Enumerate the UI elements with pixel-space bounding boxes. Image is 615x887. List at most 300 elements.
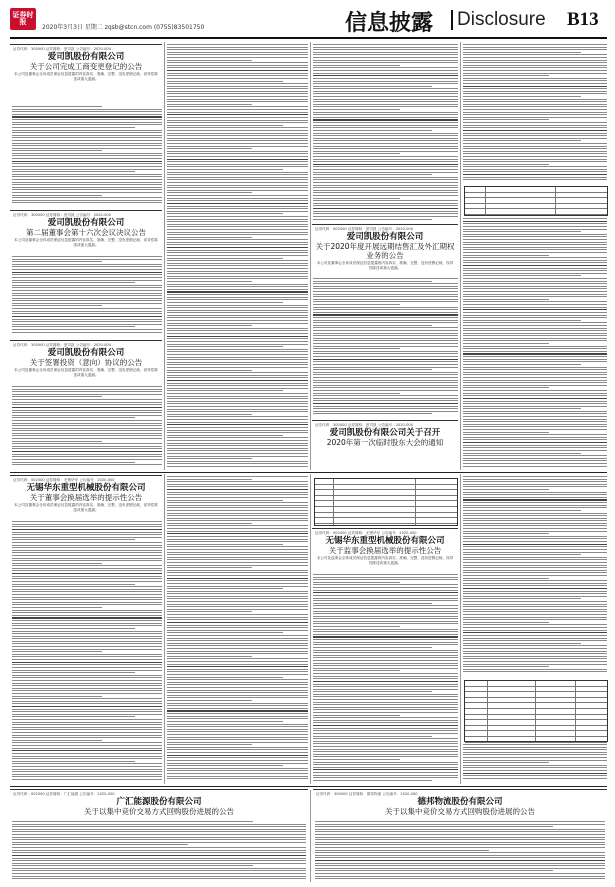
text-line [315,865,605,866]
text-line [167,770,308,771]
text-line [463,450,607,451]
text-line [463,49,607,50]
text-line [12,282,135,283]
text-line [313,338,458,339]
text-line [313,114,458,115]
text-line [463,273,607,274]
text-line [313,587,458,588]
text-line [463,744,607,745]
text-line [463,773,607,774]
text-line [167,435,283,436]
text-line [463,335,607,336]
text-line [463,536,607,537]
text-line [167,500,283,501]
text-line [12,685,162,686]
text-line [167,153,308,154]
text-line [167,310,308,311]
text-line [167,666,308,667]
text-line [167,648,308,649]
text-line [313,213,458,214]
text-line [12,529,162,530]
text-line [167,523,252,524]
text-line [12,326,135,327]
text-line [313,722,458,723]
text-line [12,654,162,655]
text-line [12,425,162,426]
text-line [167,317,308,318]
text-line [313,663,458,664]
text-line [313,159,458,160]
text-line [167,242,308,243]
article-company: 无锡华东重型机械股份有限公司 [325,536,445,546]
text-line [167,187,308,188]
text-line [167,396,308,397]
text-line [313,579,458,580]
text-line [313,281,432,282]
text-line [167,544,283,545]
text-line [167,81,283,82]
text-line [313,605,458,606]
text-line [12,680,162,681]
text-line [463,434,607,435]
text-line [167,179,308,180]
text-line [463,385,607,386]
text-line [463,518,607,519]
text-line [463,146,607,147]
text-line [12,122,162,123]
text-line [463,398,607,399]
text-line [167,120,308,121]
text-line [167,640,308,641]
text-line [167,330,308,331]
text-line [313,119,458,120]
text-line [463,604,607,605]
text-line [167,669,308,670]
text-line [12,550,162,551]
text-line [167,515,308,516]
masthead [0,0,615,40]
text-line [463,606,607,607]
text-line [313,393,400,394]
text-line [313,325,432,326]
text-line [463,236,607,237]
text-line [313,696,458,697]
text-line [313,764,458,765]
text-line [313,644,458,645]
text-line [463,301,607,302]
text-line [313,772,458,773]
text-line [313,689,458,690]
text-line [463,749,607,750]
text-line [463,669,607,670]
text-line [463,299,549,300]
text-line [167,284,308,285]
text-line [12,412,162,413]
text-line [313,743,458,744]
text-line [12,435,162,436]
text-line [12,446,162,447]
text-line [313,86,432,87]
article-meta: 证券代码：300000 证券简称：爱司凯 公告编号：2020-000 [315,423,413,427]
text-line [313,309,458,310]
text-line [167,440,308,441]
text-line [313,70,458,71]
text-line [313,736,432,737]
text-line [167,609,308,610]
text-line [12,415,162,416]
text-line [167,190,308,191]
text-line [167,388,308,389]
text-line [167,192,252,193]
text-line [463,309,607,310]
text-line [167,617,308,618]
text-line [12,821,253,822]
text-line [12,646,162,647]
text-line [12,438,162,439]
article-card [313,789,607,820]
text-line [167,695,308,696]
text-line [463,166,607,167]
text-line [12,850,306,851]
article-headline: 关于2020年度开展远期结售汇及外汇期权业务的公告 [315,242,455,260]
text-line [12,274,162,275]
text-line [12,545,162,546]
text-line [463,419,607,420]
text-line [167,161,308,162]
text-line [463,221,607,222]
text-line [463,408,581,409]
text-line [313,200,458,201]
text-line [12,664,162,665]
text-line [463,387,549,388]
text-line [313,174,432,175]
text-line [167,156,308,157]
text-line [167,700,252,701]
text-line [12,119,162,120]
text-line [167,443,308,444]
text-line [313,665,458,666]
text-line [463,575,607,576]
text-line [167,742,308,743]
text-line [463,265,607,266]
text-line [463,270,607,271]
text-line [167,93,308,94]
text-line [12,675,162,676]
text-line [463,476,607,477]
text-line [313,135,458,136]
text-line [167,172,308,173]
text-line [167,549,308,550]
text-line [167,383,308,384]
text-line [313,216,458,217]
text-line [463,765,607,766]
text-line [313,125,458,126]
article-card [10,340,162,385]
text-line [167,125,283,126]
article-company: 无锡华东重型机械股份有限公司 [26,483,146,493]
text-line [12,295,162,296]
text-line [167,497,308,498]
text-line [167,729,308,730]
text-line [12,521,162,522]
text-line [167,643,308,644]
text-line [12,459,162,460]
text-line [167,114,308,115]
text-line [12,769,162,770]
text-line [313,205,458,206]
text-line [463,151,607,152]
text-line [12,633,162,634]
text-line [167,294,308,295]
text-line [167,54,308,55]
text-line [12,732,162,733]
text-line [12,143,162,144]
text-line [167,281,252,282]
text-line [167,458,252,459]
text-line [313,361,458,362]
text-line [463,96,581,97]
text-line [463,174,607,175]
text-line [12,155,162,156]
text-line [12,532,162,533]
text-line [12,860,306,861]
text-line [167,734,308,735]
article-body [12,521,162,783]
article-card [10,789,308,820]
text-line [313,377,458,378]
text-line [167,273,308,274]
text-line [463,247,607,248]
text-line [313,650,458,651]
text-line [463,552,607,553]
text-line [12,766,162,767]
text-line [463,492,607,493]
text-line [167,73,308,74]
text-line [167,377,308,378]
text-line [313,686,458,687]
text-line [313,681,458,682]
text-line [12,617,162,618]
text-line [313,590,458,591]
text-line [313,60,458,61]
text-line [463,380,607,381]
text-line [12,145,162,146]
text-line [313,156,458,157]
text-line [313,629,458,630]
text-line [463,648,607,649]
text-line [167,65,308,66]
article-body [167,476,308,782]
text-line [313,759,400,760]
text-line [12,319,162,320]
text-line [463,338,607,339]
text-line [463,455,607,456]
text-line [313,720,458,721]
text-line [463,161,607,162]
text-line [313,81,458,82]
column-divider [310,474,311,784]
article-card [10,44,162,107]
text-line [167,323,308,324]
text-line [463,138,607,139]
text-line [167,596,308,597]
text-line [167,169,283,170]
text-line [167,419,308,420]
text-line [313,312,458,313]
text-line [463,171,607,172]
text-line [167,533,308,534]
text-line [463,390,607,391]
text-line [463,117,607,118]
text-line [313,707,458,708]
text-line [313,694,458,695]
text-line [167,776,308,777]
dateline: 2020年3月3日 星期二 zqsb@stcn.com (0755)83501750 [42,24,205,31]
text-line [313,320,458,321]
text-line [12,106,102,107]
text-line [12,878,306,879]
text-line [313,78,458,79]
text-line [12,324,162,325]
text-line [12,407,162,408]
text-line [463,424,607,425]
text-line [463,572,607,573]
text-line [167,122,308,123]
text-line [167,528,308,529]
text-line [167,133,308,134]
text-line [313,283,458,284]
text-line [313,291,458,292]
text-line [313,104,458,105]
text-line [167,67,308,68]
text-line [315,821,605,822]
text-line [463,67,607,68]
text-line [463,112,607,113]
text-line [463,489,549,490]
text-line [167,372,308,373]
text-line [12,750,162,751]
text-line [167,255,308,256]
text-line [313,75,458,76]
text-line [463,143,607,144]
text-line [463,70,607,71]
text-line [12,135,162,136]
article-headline: 关于公司完成工商变更登记的公告 [29,62,143,71]
text-line [167,513,308,514]
article-notice: 本公司及董事会全体成员保证信息披露的内容真实、准确、完整，没有虚假记载、误导性陈述或重大遗漏。 [14,238,158,247]
text-line [463,445,607,446]
text-line [12,537,162,538]
text-line [167,325,252,326]
text-line [313,738,458,739]
text-line [167,143,308,144]
text-line [167,625,308,626]
text-line [12,140,162,141]
text-line [167,768,308,769]
text-line [463,348,607,349]
text-line [463,75,549,76]
text-line [12,560,162,561]
text-line [463,109,607,110]
text-line [12,264,162,265]
text-line [167,263,308,264]
text-line [167,349,308,350]
text-line [463,99,607,100]
text-line [12,111,162,112]
text-line [12,150,102,151]
text-line [167,604,308,605]
text-line [167,237,252,238]
text-line [313,387,458,388]
text-line [12,184,162,185]
text-line [463,635,607,636]
text-line [463,304,607,305]
column-divider [460,474,461,784]
text-line [12,391,162,392]
text-line [313,348,400,349]
text-line [313,413,432,414]
text-line [12,313,162,314]
text-line [313,211,458,212]
text-line [12,636,162,637]
text-line [463,611,607,612]
text-line [313,400,458,401]
text-line [463,413,607,414]
text-line [313,754,458,755]
text-line [463,570,607,571]
text-line [463,515,607,516]
text-line [12,277,162,278]
text-line [12,287,162,288]
text-line [167,206,308,207]
text-line [313,49,458,50]
text-line [463,502,607,503]
text-line [463,252,607,253]
text-line [315,847,605,848]
text-line [167,778,308,779]
text-line [12,454,162,455]
article-company: 爱司凯股份有限公司关于召开 [329,428,441,438]
text-line [463,159,607,160]
text-line [463,52,581,53]
article-headline: 第二届董事会第十六次会议决议公告 [26,228,146,237]
text-line [315,850,489,851]
text-line [313,109,400,110]
text-line [313,278,458,279]
text-line [313,93,458,94]
text-line [167,559,308,560]
text-line [167,481,308,482]
text-line [315,876,605,877]
text-line [313,634,458,635]
text-line [167,164,308,165]
text-line [12,847,306,848]
column-divider [310,42,311,470]
text-line [167,159,308,160]
text-line [12,753,162,754]
text-line [12,402,162,403]
text-line [313,608,458,609]
text-line [12,464,162,465]
article-company: 爱司凯股份有限公司 [47,348,125,358]
text-line [167,219,308,220]
text-line [313,717,458,718]
text-line [463,403,607,404]
text-line [313,702,458,703]
text-line [167,692,308,693]
text-line [463,315,607,316]
text-line [463,609,607,610]
